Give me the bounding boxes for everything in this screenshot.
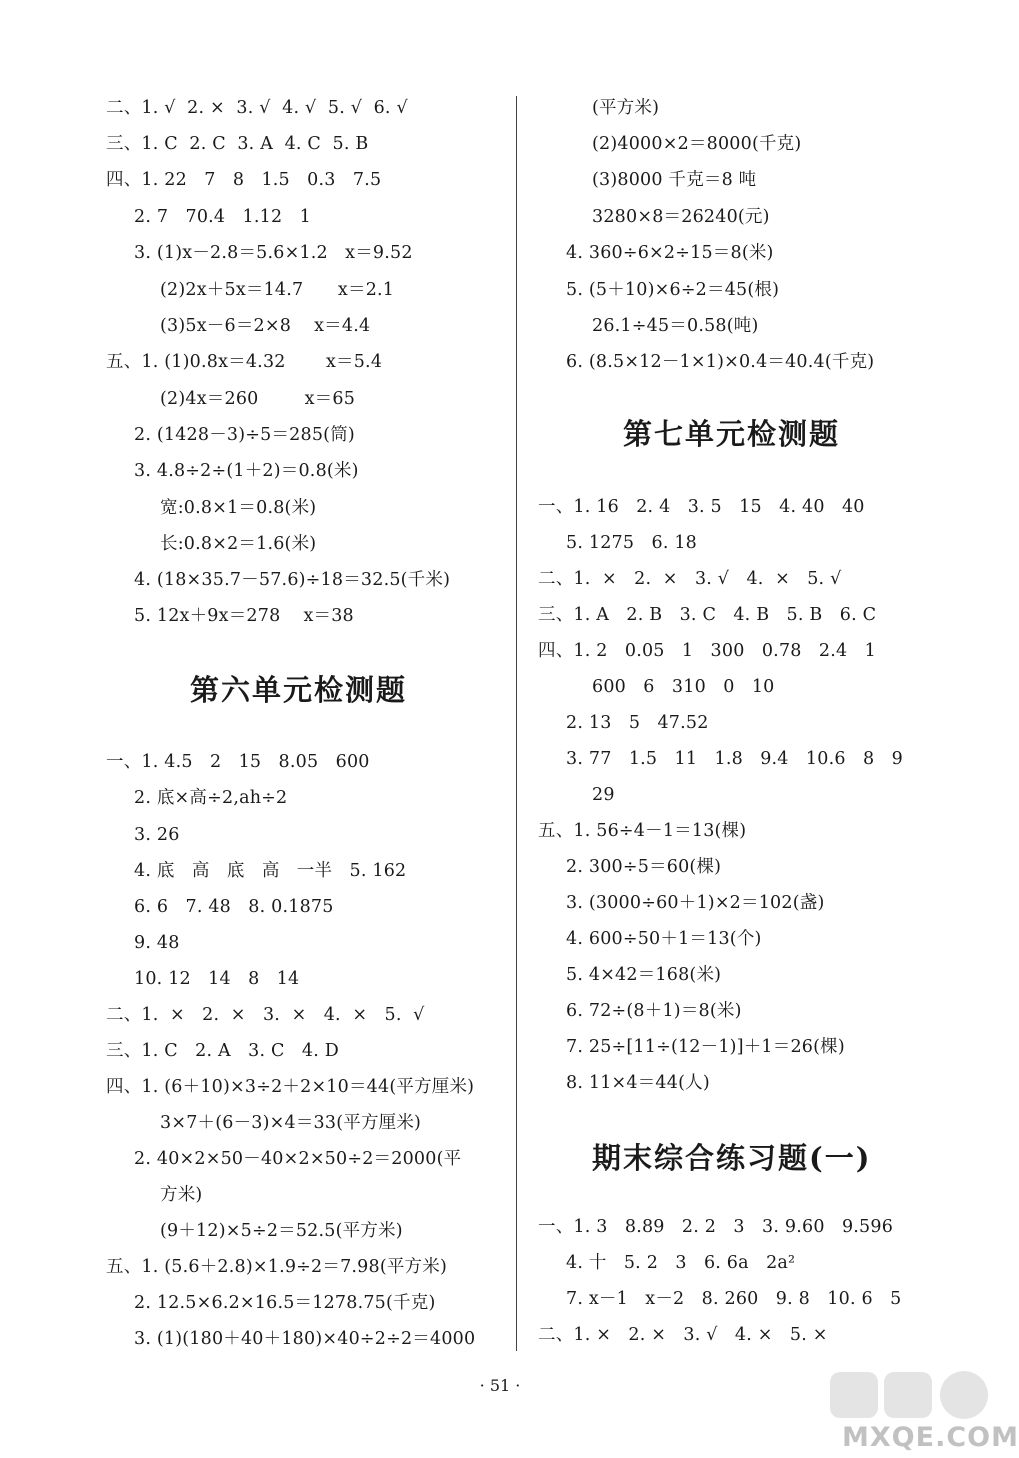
answer-line: 3. 77 1.5 11 1.8 9.4 10.6 8 9 <box>566 749 903 769</box>
answer-line: 10. 12 14 8 14 <box>134 969 300 989</box>
answer-line: 四、1. 2 0.05 1 300 0.78 2.4 1 <box>538 641 876 661</box>
answer-line: 2. 40×2×50－40×2×50÷2＝2000(平 <box>134 1149 462 1169</box>
answer-line: 600 6 310 0 10 <box>592 677 775 697</box>
answer-line: 5. (5＋10)×6÷2＝45(根) <box>566 280 780 300</box>
section-heading: 第七单元检测题 <box>623 417 841 451</box>
answer-line: 3. 4.8÷2÷(1＋2)＝0.8(米) <box>134 461 359 481</box>
answer-line: (3)5x－6＝2×8 x＝4.4 <box>160 316 371 336</box>
answer-line: (3)8000 千克＝8 吨 <box>592 170 757 190</box>
answer-line: 2. 300÷5＝60(棵) <box>566 857 722 877</box>
answer-line: 4. 360÷6×2÷15＝8(米) <box>566 243 774 263</box>
answer-line: 3280×8＝26240(元) <box>592 207 770 227</box>
answer-line: 3×7＋(6－3)×4＝33(平方厘米) <box>160 1113 422 1133</box>
answer-line: (2)2x＋5x＝14.7 x＝2.1 <box>160 280 395 300</box>
answer-line: 2. 7 70.4 1.12 1 <box>134 207 311 227</box>
answer-line: 4. 600÷50＋1＝13(个) <box>566 929 762 949</box>
answer-line: 二、1. × 2. × 3. × 4. × 5. √ <box>106 1005 425 1025</box>
answer-line: 3. (1)x－2.8＝5.6×1.2 x＝9.52 <box>134 243 413 263</box>
answer-line: 长:0.8×2＝1.6(米) <box>160 534 317 554</box>
answer-line: 6. 72÷(8＋1)＝8(米) <box>566 1001 742 1021</box>
answer-line: 三、1. C 2. A 3. C 4. D <box>106 1041 339 1061</box>
answer-line: 5. 4×42＝168(米) <box>566 965 722 985</box>
answer-line: 三、1. A 2. B 3. C 4. B 5. B 6. C <box>538 605 877 625</box>
answer-line: 3. (3000÷60＋1)×2＝102(盏) <box>566 893 825 913</box>
page-number: · 51 · <box>479 1376 521 1395</box>
answer-line: 一、1. 3 8.89 2. 2 3 3. 9.60 9.596 <box>538 1217 894 1237</box>
answer-line: 方米) <box>160 1185 203 1205</box>
answer-line: 4. 底 高 底 高 一半 5. 162 <box>134 861 407 881</box>
answer-line: (9＋12)×5÷2＝52.5(平方米) <box>160 1221 403 1241</box>
answer-line: 2. 12.5×6.2×16.5＝1278.75(千克) <box>134 1293 436 1313</box>
answer-line: 二、1. × 2. × 3. √ 4. × 5. × <box>538 1325 828 1345</box>
answer-line: 2. 13 5 47.52 <box>566 713 709 733</box>
answer-line: 五、1. 56÷4－1＝13(棵) <box>538 821 747 841</box>
section-heading: 期末综合练习题(一) <box>592 1141 872 1175</box>
answer-line: 8. 11×4＝44(人) <box>566 1073 710 1093</box>
answer-line: 一、1. 4.5 2 15 8.05 600 <box>106 752 370 772</box>
answer-line: 5. 12x＋9x＝278 x＝38 <box>134 606 354 626</box>
answer-line: 二、1. √ 2. × 3. √ 4. √ 5. √ 6. √ <box>106 98 408 118</box>
answer-line: 26.1÷45＝0.58(吨) <box>592 316 759 336</box>
answer-line: 2. 底×高÷2,ah÷2 <box>134 788 288 808</box>
watermark-text: MXQE.COM <box>842 1422 1019 1453</box>
answer-line: 五、1. (1)0.8x＝4.32 x＝5.4 <box>106 352 383 372</box>
answer-line: 4. 十 5. 2 3 6. 6a 2a² <box>566 1253 796 1273</box>
answer-line: 一、1. 16 2. 4 3. 5 15 4. 40 40 <box>538 497 865 517</box>
column-divider <box>516 96 517 1351</box>
answer-line: 3. 26 <box>134 825 180 845</box>
answer-line: 9. 48 <box>134 933 180 953</box>
answer-line: 3. (1)(180＋40＋180)×40÷2÷2＝4000 <box>134 1329 476 1349</box>
answer-line: 四、1. 22 7 8 1.5 0.3 7.5 <box>106 170 382 190</box>
answer-line: 29 <box>592 785 615 805</box>
answer-line: 4. (18×35.7－57.6)÷18＝32.5(千米) <box>134 570 451 590</box>
answer-line: 宽:0.8×1＝0.8(米) <box>160 498 317 518</box>
answer-line: 四、1. (6＋10)×3÷2＋2×10＝44(平方厘米) <box>106 1077 475 1097</box>
answer-line: 二、1. × 2. × 3. √ 4. × 5. √ <box>538 569 842 589</box>
answer-line: 三、1. C 2. C 3. A 4. C 5. B <box>106 134 369 154</box>
answer-line: (平方米) <box>592 98 660 118</box>
answer-line: 五、1. (5.6＋2.8)×1.9÷2＝7.98(平方米) <box>106 1257 447 1277</box>
answer-line: (2)4000×2＝8000(千克) <box>592 134 802 154</box>
answer-line: (2)4x＝260 x＝65 <box>160 389 356 409</box>
answer-line: 7. 25÷[11÷(12－1)]＋1＝26(棵) <box>566 1037 845 1057</box>
section-heading: 第六单元检测题 <box>190 673 408 707</box>
answer-line: 7. x－1 x－2 8. 260 9. 8 10. 6 5 <box>566 1289 902 1309</box>
answer-line: 5. 1275 6. 18 <box>566 533 698 553</box>
answer-line: 6. (8.5×12－1×1)×0.4＝40.4(千克) <box>566 352 875 372</box>
answer-line: 6. 6 7. 48 8. 0.1875 <box>134 897 334 917</box>
answer-line: 2. (1428－3)÷5＝285(筒) <box>134 425 355 445</box>
